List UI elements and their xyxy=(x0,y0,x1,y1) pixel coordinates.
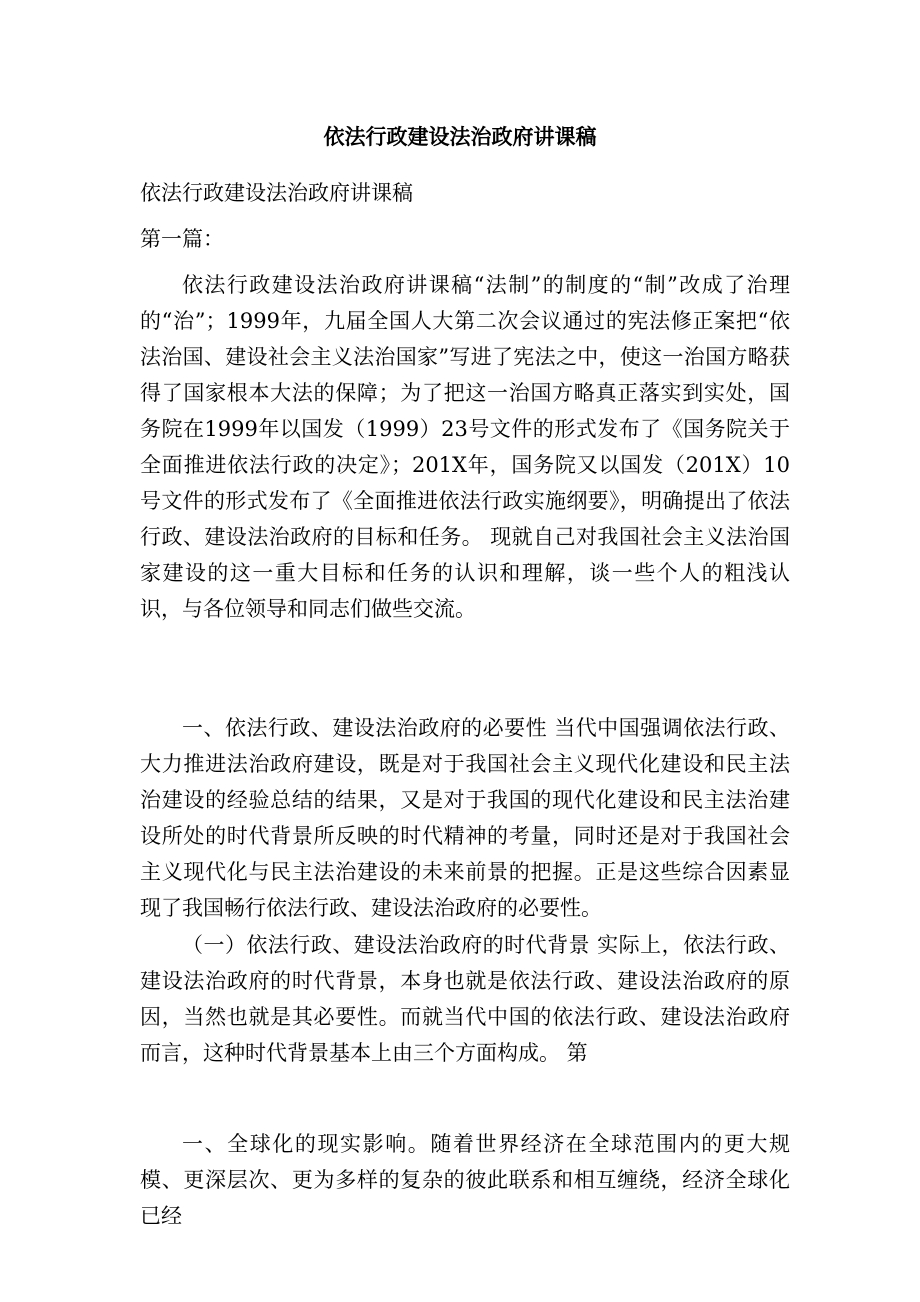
part-label: 第一篇： xyxy=(140,227,224,251)
document-title: 依法行政建设法治政府讲课稿 xyxy=(323,124,597,149)
paragraph-section-1: 一、依法行政、建设法治政府的必要性 当代中国强调依法行政、大力推进法治政府建设，既是对于我国社会主义现代化建设和民主法治建设的经验总结的结果，又是对于我国的现代化建设和民主法治建设所处的时代背景所反映的时代精神的考量，同时还是对于我国社会主义现代化与民主法治建设的未来前景的把握。正是这些综合因素显现了我国畅行依法行政、建设法治政府的必要性。 xyxy=(140,716,790,920)
paragraph-globalization: 一、全球化的现实影响。随着世界经济在全球范围内的更大规模、更深层次、更为多样的复杂的彼此联系和相互缠绕，经济全球化已经 xyxy=(140,1132,790,1228)
paragraph-subsection-1: （一）依法行政、建设法治政府的时代背景 实际上，依法行政、建设法治政府的时代背景，本身也就是依法行政、建设法治政府的原因，当然也就是其必要性。而就当代中国的依法行政、建设法治政府而言，这种时代背景基本上由三个方面构成。 第 xyxy=(140,933,790,1065)
document-subtitle: 依法行政建设法治政府讲课稿 xyxy=(140,181,413,205)
paragraph-intro: 依法行政建设法治政府讲课稿“法制”的制度的“制”改成了治理的“治”；1999年，九届全国人大第二次会议通过的宪法修正案把“依法治国、建设社会主义法治国家”写进了宪法之中，使这一治国方略获得了国家根本大法的保障；为了把这一治国方略真正落实到实处，国务院在1999年以国发（1999）23号文件的形式发布了《国务院关于全面推进依法行政的决定》；201X年，国务院又以国发（201X）10号文件的形式发布了《全面推进依法行政实施纲要》，明确提出了依法行政、建设法治政府的目标和任务。 现就自己对我国社会主义法治国家建设的这一重大目标和任务的认识和理解，谈一些个人的粗浅认识，与各位领导和同志们做些交流。 xyxy=(140,273,790,621)
